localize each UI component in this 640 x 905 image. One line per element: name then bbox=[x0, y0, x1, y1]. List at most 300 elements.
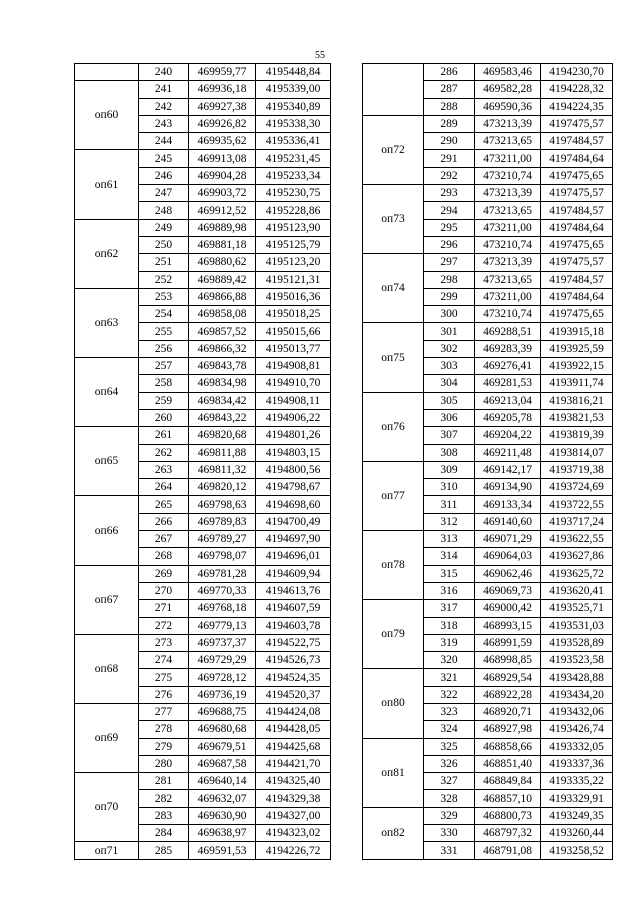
y-coordinate: 4194908,81 bbox=[256, 358, 331, 375]
y-coordinate: 4193523,58 bbox=[541, 652, 613, 669]
point-number: 295 bbox=[424, 219, 475, 236]
point-number: 282 bbox=[139, 790, 189, 807]
x-coordinate: 469889,98 bbox=[189, 219, 256, 236]
support-group-label: оп62 bbox=[75, 219, 139, 288]
y-coordinate: 4197484,57 bbox=[541, 271, 613, 288]
table-row bbox=[363, 807, 613, 824]
y-coordinate: 4193332,05 bbox=[541, 738, 613, 755]
point-number: 259 bbox=[139, 392, 189, 409]
x-coordinate: 469729,29 bbox=[189, 652, 256, 669]
x-coordinate: 469820,68 bbox=[189, 427, 256, 444]
y-coordinate: 4193525,71 bbox=[541, 600, 613, 617]
table-row bbox=[363, 392, 613, 409]
point-number: 269 bbox=[139, 565, 189, 582]
x-coordinate: 469789,27 bbox=[189, 531, 256, 548]
point-number: 243 bbox=[139, 115, 189, 132]
y-coordinate: 4195123,90 bbox=[256, 219, 331, 236]
x-coordinate: 469728,12 bbox=[189, 669, 256, 686]
support-group-label: оп70 bbox=[75, 773, 139, 842]
support-group-label: оп78 bbox=[363, 531, 424, 600]
support-group-label: оп77 bbox=[363, 461, 424, 530]
point-number: 312 bbox=[424, 513, 475, 530]
table-row bbox=[75, 773, 331, 790]
x-coordinate: 469781,28 bbox=[189, 565, 256, 582]
point-number: 260 bbox=[139, 409, 189, 426]
x-coordinate: 469904,28 bbox=[189, 167, 256, 184]
y-coordinate: 4193814,07 bbox=[541, 444, 613, 461]
x-coordinate: 469820,12 bbox=[189, 479, 256, 496]
x-coordinate: 469798,07 bbox=[189, 548, 256, 565]
support-group-label: оп61 bbox=[75, 150, 139, 219]
point-number: 245 bbox=[139, 150, 189, 167]
point-number: 306 bbox=[424, 409, 475, 426]
table-row bbox=[75, 427, 331, 444]
point-number: 273 bbox=[139, 634, 189, 651]
point-number: 323 bbox=[424, 703, 475, 720]
x-coordinate: 473213,39 bbox=[475, 115, 541, 132]
point-number: 298 bbox=[424, 271, 475, 288]
point-number: 286 bbox=[424, 64, 475, 81]
point-number: 330 bbox=[424, 825, 475, 842]
y-coordinate: 4194906,22 bbox=[256, 409, 331, 426]
y-coordinate: 4194908,11 bbox=[256, 392, 331, 409]
point-number: 252 bbox=[139, 271, 189, 288]
x-coordinate: 469903,72 bbox=[189, 185, 256, 202]
support-group-label: оп82 bbox=[363, 807, 424, 859]
y-coordinate: 4193717,24 bbox=[541, 513, 613, 530]
point-number: 267 bbox=[139, 531, 189, 548]
point-number: 314 bbox=[424, 548, 475, 565]
point-number: 317 bbox=[424, 600, 475, 617]
point-number: 328 bbox=[424, 790, 475, 807]
y-coordinate: 4193819,39 bbox=[541, 427, 613, 444]
y-coordinate: 4194800,56 bbox=[256, 461, 331, 478]
y-coordinate: 4195016,36 bbox=[256, 288, 331, 305]
x-coordinate: 469866,32 bbox=[189, 340, 256, 357]
y-coordinate: 4193426,74 bbox=[541, 721, 613, 738]
table-row bbox=[363, 531, 613, 548]
point-number: 324 bbox=[424, 721, 475, 738]
y-coordinate: 4195448,84 bbox=[256, 64, 331, 81]
support-group-label: оп76 bbox=[363, 392, 424, 461]
x-coordinate: 468851,40 bbox=[475, 755, 541, 772]
table-row bbox=[363, 600, 613, 617]
x-coordinate: 469811,88 bbox=[189, 444, 256, 461]
point-number: 329 bbox=[424, 807, 475, 824]
x-coordinate: 469288,51 bbox=[475, 323, 541, 340]
y-coordinate: 4194428,05 bbox=[256, 721, 331, 738]
x-coordinate: 468800,73 bbox=[475, 807, 541, 824]
x-coordinate: 469205,78 bbox=[475, 409, 541, 426]
support-group-label: оп81 bbox=[363, 738, 424, 807]
y-coordinate: 4195228,86 bbox=[256, 202, 331, 219]
point-number: 277 bbox=[139, 703, 189, 720]
y-coordinate: 4197475,57 bbox=[541, 254, 613, 271]
point-number: 326 bbox=[424, 755, 475, 772]
x-coordinate: 469582,28 bbox=[475, 81, 541, 98]
support-group-label: оп74 bbox=[363, 254, 424, 323]
x-coordinate: 469880,62 bbox=[189, 254, 256, 271]
y-coordinate: 4194910,70 bbox=[256, 375, 331, 392]
x-coordinate: 469798,63 bbox=[189, 496, 256, 513]
y-coordinate: 4194522,75 bbox=[256, 634, 331, 651]
y-coordinate: 4194803,15 bbox=[256, 444, 331, 461]
table-row bbox=[75, 634, 331, 651]
x-coordinate: 468991,59 bbox=[475, 634, 541, 651]
point-number: 272 bbox=[139, 617, 189, 634]
x-coordinate: 469811,32 bbox=[189, 461, 256, 478]
point-number: 280 bbox=[139, 755, 189, 772]
y-coordinate: 4194700,49 bbox=[256, 513, 331, 530]
y-coordinate: 4193428,88 bbox=[541, 669, 613, 686]
point-number: 257 bbox=[139, 358, 189, 375]
y-coordinate: 4193337,36 bbox=[541, 755, 613, 772]
point-number: 254 bbox=[139, 306, 189, 323]
point-number: 266 bbox=[139, 513, 189, 530]
point-number: 322 bbox=[424, 686, 475, 703]
point-number: 244 bbox=[139, 133, 189, 150]
table-row bbox=[75, 565, 331, 582]
y-coordinate: 4193821,53 bbox=[541, 409, 613, 426]
table-row bbox=[75, 496, 331, 513]
point-number: 249 bbox=[139, 219, 189, 236]
x-coordinate: 469687,58 bbox=[189, 755, 256, 772]
table-row bbox=[75, 150, 331, 167]
x-coordinate: 469737,37 bbox=[189, 634, 256, 651]
x-coordinate: 468927,98 bbox=[475, 721, 541, 738]
point-number: 283 bbox=[139, 807, 189, 824]
point-number: 281 bbox=[139, 773, 189, 790]
x-coordinate: 469858,08 bbox=[189, 306, 256, 323]
table-row bbox=[75, 358, 331, 375]
point-number: 246 bbox=[139, 167, 189, 184]
x-coordinate: 468849,84 bbox=[475, 773, 541, 790]
y-coordinate: 4194798,67 bbox=[256, 479, 331, 496]
point-number: 291 bbox=[424, 150, 475, 167]
y-coordinate: 4194425,68 bbox=[256, 738, 331, 755]
x-coordinate: 469211,48 bbox=[475, 444, 541, 461]
x-coordinate: 473211,00 bbox=[475, 150, 541, 167]
x-coordinate: 473210,74 bbox=[475, 167, 541, 184]
table-row bbox=[75, 842, 331, 859]
point-number: 262 bbox=[139, 444, 189, 461]
x-coordinate: 469283,39 bbox=[475, 340, 541, 357]
point-number: 301 bbox=[424, 323, 475, 340]
y-coordinate: 4195013,77 bbox=[256, 340, 331, 357]
x-coordinate: 469936,18 bbox=[189, 81, 256, 98]
y-coordinate: 4197484,64 bbox=[541, 288, 613, 305]
y-coordinate: 4194696,01 bbox=[256, 548, 331, 565]
point-number: 241 bbox=[139, 81, 189, 98]
y-coordinate: 4194801,26 bbox=[256, 427, 331, 444]
point-number: 327 bbox=[424, 773, 475, 790]
support-group-label bbox=[363, 64, 424, 116]
y-coordinate: 4193915,18 bbox=[541, 323, 613, 340]
table-row bbox=[363, 254, 613, 271]
point-number: 255 bbox=[139, 323, 189, 340]
page-number: 55 bbox=[315, 50, 325, 61]
table-row bbox=[75, 64, 331, 81]
y-coordinate: 4194607,59 bbox=[256, 600, 331, 617]
x-coordinate: 469834,42 bbox=[189, 392, 256, 409]
y-coordinate: 4193258,52 bbox=[541, 842, 613, 859]
y-coordinate: 4195231,45 bbox=[256, 150, 331, 167]
point-number: 242 bbox=[139, 98, 189, 115]
support-group-label: оп63 bbox=[75, 288, 139, 357]
point-number: 279 bbox=[139, 738, 189, 755]
x-coordinate: 473211,00 bbox=[475, 219, 541, 236]
y-coordinate: 4194526,73 bbox=[256, 652, 331, 669]
y-coordinate: 4195123,20 bbox=[256, 254, 331, 271]
y-coordinate: 4194228,32 bbox=[541, 81, 613, 98]
point-number: 331 bbox=[424, 842, 475, 859]
y-coordinate: 4193719,38 bbox=[541, 461, 613, 478]
point-number: 290 bbox=[424, 133, 475, 150]
point-number: 315 bbox=[424, 565, 475, 582]
x-coordinate: 468858,66 bbox=[475, 738, 541, 755]
y-coordinate: 4195233,34 bbox=[256, 167, 331, 184]
point-number: 325 bbox=[424, 738, 475, 755]
x-coordinate: 469204,22 bbox=[475, 427, 541, 444]
y-coordinate: 4194603,78 bbox=[256, 617, 331, 634]
x-coordinate: 469959,77 bbox=[189, 64, 256, 81]
point-number: 250 bbox=[139, 236, 189, 253]
point-number: 307 bbox=[424, 427, 475, 444]
point-number: 319 bbox=[424, 634, 475, 651]
y-coordinate: 4194327,00 bbox=[256, 807, 331, 824]
x-coordinate: 469281,53 bbox=[475, 375, 541, 392]
coordinates-table-right bbox=[362, 63, 613, 860]
x-coordinate: 469834,98 bbox=[189, 375, 256, 392]
y-coordinate: 4195336,41 bbox=[256, 133, 331, 150]
y-coordinate: 4193625,72 bbox=[541, 565, 613, 582]
y-coordinate: 4194609,94 bbox=[256, 565, 331, 582]
point-number: 297 bbox=[424, 254, 475, 271]
y-coordinate: 4197484,57 bbox=[541, 133, 613, 150]
x-coordinate: 469779,13 bbox=[189, 617, 256, 634]
support-group-label: оп67 bbox=[75, 565, 139, 634]
point-number: 305 bbox=[424, 392, 475, 409]
x-coordinate: 469062,46 bbox=[475, 565, 541, 582]
x-coordinate: 468993,15 bbox=[475, 617, 541, 634]
x-coordinate: 468797,32 bbox=[475, 825, 541, 842]
x-coordinate: 469843,22 bbox=[189, 409, 256, 426]
x-coordinate: 469913,08 bbox=[189, 150, 256, 167]
point-number: 308 bbox=[424, 444, 475, 461]
coordinates-table-left bbox=[74, 63, 331, 860]
y-coordinate: 4194697,90 bbox=[256, 531, 331, 548]
x-coordinate: 469927,38 bbox=[189, 98, 256, 115]
point-number: 270 bbox=[139, 582, 189, 599]
point-number: 248 bbox=[139, 202, 189, 219]
x-coordinate: 469640,14 bbox=[189, 773, 256, 790]
point-number: 318 bbox=[424, 617, 475, 634]
x-coordinate: 469688,75 bbox=[189, 703, 256, 720]
y-coordinate: 4197484,64 bbox=[541, 219, 613, 236]
point-number: 302 bbox=[424, 340, 475, 357]
y-coordinate: 4194524,35 bbox=[256, 669, 331, 686]
point-number: 304 bbox=[424, 375, 475, 392]
y-coordinate: 4193329,91 bbox=[541, 790, 613, 807]
table-row bbox=[75, 219, 331, 236]
support-group-label: оп68 bbox=[75, 634, 139, 703]
point-number: 265 bbox=[139, 496, 189, 513]
x-coordinate: 473210,74 bbox=[475, 306, 541, 323]
table-row bbox=[363, 669, 613, 686]
table-row bbox=[75, 81, 331, 98]
point-number: 300 bbox=[424, 306, 475, 323]
x-coordinate: 469912,52 bbox=[189, 202, 256, 219]
y-coordinate: 4193249,35 bbox=[541, 807, 613, 824]
point-number: 258 bbox=[139, 375, 189, 392]
x-coordinate: 469768,18 bbox=[189, 600, 256, 617]
point-number: 292 bbox=[424, 167, 475, 184]
x-coordinate: 469638,97 bbox=[189, 825, 256, 842]
y-coordinate: 4197475,57 bbox=[541, 185, 613, 202]
x-coordinate: 469680,68 bbox=[189, 721, 256, 738]
y-coordinate: 4194325,40 bbox=[256, 773, 331, 790]
table-row bbox=[75, 703, 331, 720]
x-coordinate: 469000,42 bbox=[475, 600, 541, 617]
x-coordinate: 469213,04 bbox=[475, 392, 541, 409]
point-number: 276 bbox=[139, 686, 189, 703]
support-group-label: оп71 bbox=[75, 842, 139, 859]
y-coordinate: 4193722,55 bbox=[541, 496, 613, 513]
x-coordinate: 473211,00 bbox=[475, 288, 541, 305]
point-number: 289 bbox=[424, 115, 475, 132]
support-group-label: оп65 bbox=[75, 427, 139, 496]
y-coordinate: 4193816,21 bbox=[541, 392, 613, 409]
point-number: 284 bbox=[139, 825, 189, 842]
y-coordinate: 4195338,30 bbox=[256, 115, 331, 132]
support-group-label: оп66 bbox=[75, 496, 139, 565]
x-coordinate: 473213,39 bbox=[475, 185, 541, 202]
support-group-label: оп73 bbox=[363, 185, 424, 254]
support-group-label: оп60 bbox=[75, 81, 139, 150]
x-coordinate: 469857,52 bbox=[189, 323, 256, 340]
point-number: 240 bbox=[139, 64, 189, 81]
y-coordinate: 4195230,75 bbox=[256, 185, 331, 202]
x-coordinate: 469071,29 bbox=[475, 531, 541, 548]
point-number: 311 bbox=[424, 496, 475, 513]
x-coordinate: 473213,39 bbox=[475, 254, 541, 271]
x-coordinate: 469889,42 bbox=[189, 271, 256, 288]
x-coordinate: 469140,60 bbox=[475, 513, 541, 530]
point-number: 294 bbox=[424, 202, 475, 219]
y-coordinate: 4193922,15 bbox=[541, 358, 613, 375]
support-group-label: оп75 bbox=[363, 323, 424, 392]
y-coordinate: 4194698,60 bbox=[256, 496, 331, 513]
point-number: 275 bbox=[139, 669, 189, 686]
point-number: 285 bbox=[139, 842, 189, 859]
y-coordinate: 4197484,64 bbox=[541, 150, 613, 167]
y-coordinate: 4195340,89 bbox=[256, 98, 331, 115]
point-number: 288 bbox=[424, 98, 475, 115]
point-number: 313 bbox=[424, 531, 475, 548]
x-coordinate: 469632,07 bbox=[189, 790, 256, 807]
x-coordinate: 468920,71 bbox=[475, 703, 541, 720]
x-coordinate: 469789,83 bbox=[189, 513, 256, 530]
table-row bbox=[363, 64, 613, 81]
point-number: 299 bbox=[424, 288, 475, 305]
x-coordinate: 468857,10 bbox=[475, 790, 541, 807]
point-number: 268 bbox=[139, 548, 189, 565]
x-coordinate: 469142,17 bbox=[475, 461, 541, 478]
y-coordinate: 4193260,44 bbox=[541, 825, 613, 842]
y-coordinate: 4197475,57 bbox=[541, 115, 613, 132]
y-coordinate: 4193622,55 bbox=[541, 531, 613, 548]
x-coordinate: 469736,19 bbox=[189, 686, 256, 703]
point-number: 316 bbox=[424, 582, 475, 599]
table-row bbox=[363, 115, 613, 132]
x-coordinate: 468929,54 bbox=[475, 669, 541, 686]
x-coordinate: 469881,18 bbox=[189, 236, 256, 253]
x-coordinate: 469134,90 bbox=[475, 479, 541, 496]
x-coordinate: 469064,03 bbox=[475, 548, 541, 565]
x-coordinate: 468998,85 bbox=[475, 652, 541, 669]
y-coordinate: 4193925,59 bbox=[541, 340, 613, 357]
x-coordinate: 469590,36 bbox=[475, 98, 541, 115]
x-coordinate: 469926,82 bbox=[189, 115, 256, 132]
table-row bbox=[363, 185, 613, 202]
point-number: 253 bbox=[139, 288, 189, 305]
x-coordinate: 473213,65 bbox=[475, 202, 541, 219]
point-number: 309 bbox=[424, 461, 475, 478]
x-coordinate: 469770,33 bbox=[189, 582, 256, 599]
point-number: 261 bbox=[139, 427, 189, 444]
y-coordinate: 4194224,35 bbox=[541, 98, 613, 115]
point-number: 274 bbox=[139, 652, 189, 669]
x-coordinate: 469591,53 bbox=[189, 842, 256, 859]
y-coordinate: 4193335,22 bbox=[541, 773, 613, 790]
y-coordinate: 4194323,02 bbox=[256, 825, 331, 842]
x-coordinate: 469069,73 bbox=[475, 582, 541, 599]
support-group-label: оп80 bbox=[363, 669, 424, 738]
point-number: 278 bbox=[139, 721, 189, 738]
y-coordinate: 4193531,03 bbox=[541, 617, 613, 634]
y-coordinate: 4197475,65 bbox=[541, 236, 613, 253]
y-coordinate: 4193627,86 bbox=[541, 548, 613, 565]
point-number: 296 bbox=[424, 236, 475, 253]
table-row bbox=[363, 738, 613, 755]
y-coordinate: 4195015,66 bbox=[256, 323, 331, 340]
support-group-label: оп79 bbox=[363, 600, 424, 669]
y-coordinate: 4194230,70 bbox=[541, 64, 613, 81]
y-coordinate: 4194520,37 bbox=[256, 686, 331, 703]
point-number: 287 bbox=[424, 81, 475, 98]
point-number: 303 bbox=[424, 358, 475, 375]
point-number: 256 bbox=[139, 340, 189, 357]
y-coordinate: 4197475,65 bbox=[541, 306, 613, 323]
point-number: 251 bbox=[139, 254, 189, 271]
y-coordinate: 4195121,31 bbox=[256, 271, 331, 288]
x-coordinate: 469866,88 bbox=[189, 288, 256, 305]
x-coordinate: 469630,90 bbox=[189, 807, 256, 824]
x-coordinate: 469843,78 bbox=[189, 358, 256, 375]
table-row bbox=[363, 461, 613, 478]
point-number: 247 bbox=[139, 185, 189, 202]
point-number: 321 bbox=[424, 669, 475, 686]
x-coordinate: 469276,41 bbox=[475, 358, 541, 375]
x-coordinate: 469935,62 bbox=[189, 133, 256, 150]
y-coordinate: 4193724,69 bbox=[541, 479, 613, 496]
x-coordinate: 469679,51 bbox=[189, 738, 256, 755]
x-coordinate: 468922,28 bbox=[475, 686, 541, 703]
y-coordinate: 4194421,70 bbox=[256, 755, 331, 772]
point-number: 263 bbox=[139, 461, 189, 478]
point-number: 264 bbox=[139, 479, 189, 496]
y-coordinate: 4195339,00 bbox=[256, 81, 331, 98]
